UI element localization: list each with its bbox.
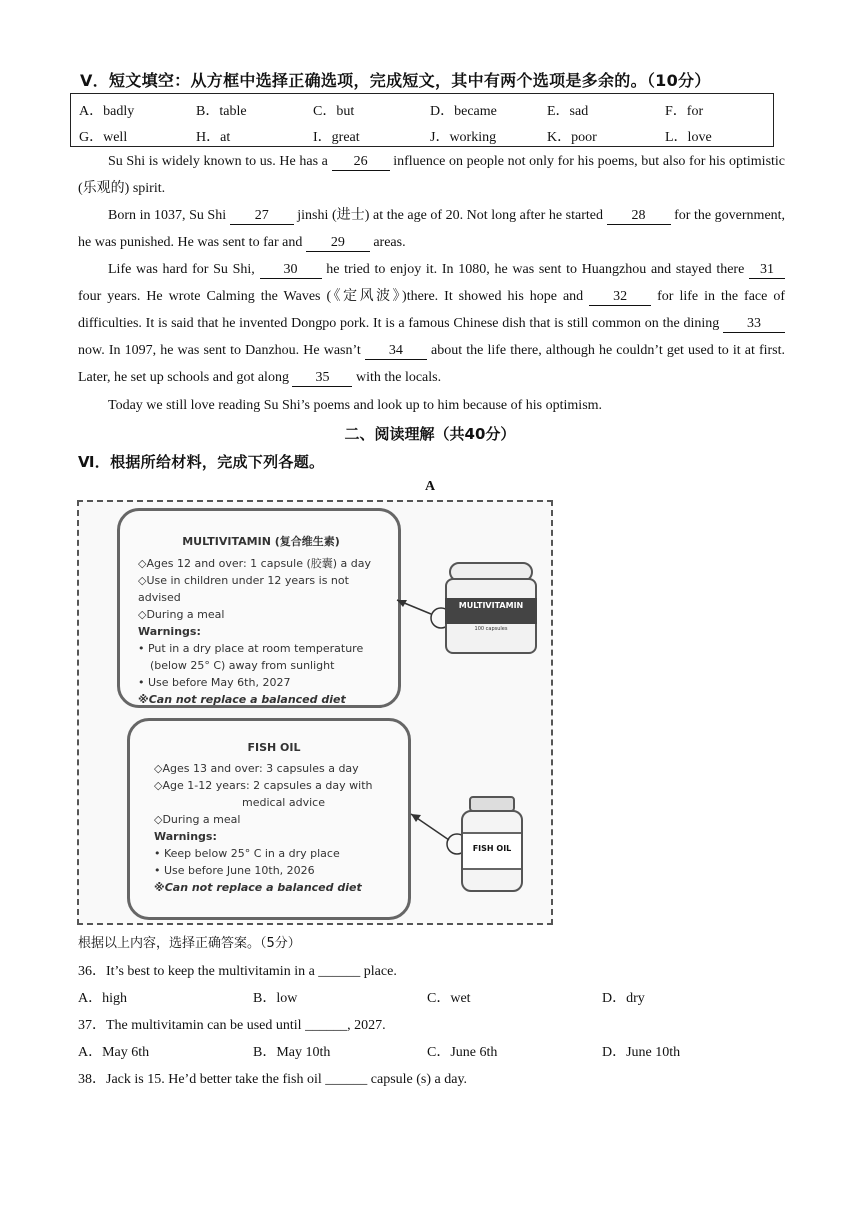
option-d: D．became <box>430 104 497 119</box>
jar-label: MULTIVITAMIN <box>445 598 537 624</box>
question-37-stem: 37．The multivitamin can be used until ______, 2027. <box>78 1018 386 1033</box>
q36-option-c[interactable]: C．wet <box>427 991 471 1006</box>
paragraph-1: Su Shi is widely known to us. He has a 26 influence on people not only for his poems, but also for his optimistic (乐观的) spirit. <box>78 154 786 196</box>
multivitamin-jar <box>445 562 537 654</box>
q36-option-b[interactable]: B．low <box>253 991 298 1006</box>
part-2-heading: 二、阅读理解（共40分） <box>344 425 516 443</box>
blank-29[interactable]: 29 <box>306 235 370 252</box>
blank-28[interactable]: 28 <box>607 208 671 225</box>
section-6-heading: Ⅵ．根据所给材料，完成下列各题。 <box>78 453 325 471</box>
blank-33[interactable]: 33 <box>723 316 785 333</box>
question-38-stem: 38．Jack is 15. He’d better take the fish oil ______ capsule (s) a day. <box>78 1072 468 1087</box>
blank-31[interactable]: 31 <box>749 262 785 279</box>
q37-option-a[interactable]: A．May 6th <box>78 1045 150 1060</box>
option-g: G．well <box>79 130 128 145</box>
paragraph-3: Life was hard for Su Shi, 30 he tried to enjoy it. In 1080, he was sent to Huangzhou and stayed there 31 four years. He wrote Calming the Waves (《定风波》)there. It showed his hope and 32 for life in the face of difficulties. It is said that he invented Dongpo pork. It is a famous Chinese dish that is still common on the dining 33 now. In 1097, he was sent to Danzhou. He wasn’t 34 about the life there, although he couldn’t get used to it at first. Later, he set up schools and got along 35 with the locals. <box>78 262 786 385</box>
fish-oil-title: FISH OIL <box>247 741 301 754</box>
passage-label: A <box>424 479 436 494</box>
option-l: L．love <box>665 130 712 145</box>
options-box <box>70 93 774 147</box>
arrow-head-fish-oil <box>411 814 421 822</box>
supplement-labels-image <box>77 500 553 925</box>
option-h: H．at <box>196 130 231 145</box>
jar-capsule-count: 100 capsules <box>474 626 508 632</box>
q36-option-d[interactable]: D．dry <box>602 991 645 1006</box>
section-5-heading: Ⅴ．短文填空：从方框中选择正确选项，完成短文，其中有两个选项是多余的。（10分） <box>80 71 711 90</box>
q37-option-d[interactable]: D．June 10th <box>602 1045 681 1060</box>
paragraph-2: Born in 1037, Su Shi 27 jinshi (进士) at the age of 20. Not long after he started 28 for the government, he was punished. He was sent to far and 29 areas. <box>78 208 786 250</box>
fish-oil-bottle <box>461 796 523 892</box>
q37-option-c[interactable]: C．June 6th <box>427 1045 498 1060</box>
option-k: K．poor <box>547 130 597 145</box>
question-36-stem: 36．It’s best to keep the multivitamin in a ______ place. <box>78 964 397 979</box>
option-a: A．badly <box>79 104 135 119</box>
option-i: I．great <box>313 130 360 145</box>
option-c: C．but <box>313 104 355 119</box>
q36-option-a[interactable]: A．high <box>78 991 127 1006</box>
q37-option-b[interactable]: B．May 10th <box>253 1045 331 1060</box>
blank-27[interactable]: 27 <box>230 208 294 225</box>
option-b: B．table <box>196 104 247 119</box>
instruction-text: 根据以上内容，选择正确答案。（5分） <box>78 936 301 951</box>
multivitamin-card: MULTIVITAMIN (复合维生素) ◇Ages 12 and over: 1 capsule (胶囊) a day ◇Use in children under 12 years is not advised ◇During a meal Warnings: • Put in a dry place at room temperature (below 25° C) away from sunlight • Use before May 6th, 2027 ※Can not replace a balanced diet <box>117 508 401 708</box>
option-e: E．sad <box>547 104 589 119</box>
multivitamin-title: MULTIVITAMIN (复合维生素) <box>182 535 340 548</box>
blank-35[interactable]: 35 <box>292 370 352 387</box>
option-j: J．working <box>430 130 497 145</box>
blank-32[interactable]: 32 <box>589 289 651 306</box>
option-f: F．for <box>665 104 704 119</box>
bottle-label: FISH OIL <box>463 832 521 870</box>
blank-26[interactable]: 26 <box>332 154 390 171</box>
paragraph-4: Today we still love reading Su Shi’s poems and look up to him because of his optimism. <box>108 398 603 413</box>
blank-30[interactable]: 30 <box>260 262 322 279</box>
fish-oil-card: FISH OIL ◇Ages 13 and over: 3 capsules a day ◇Age 1-12 years: 2 capsules a day with medical advice ◇During a meal Warnings: • Keep below 25° C in a dry place • Use before June 10th, 2026 ※Can not replace a balanced diet <box>127 718 411 920</box>
blank-34[interactable]: 34 <box>365 343 427 360</box>
